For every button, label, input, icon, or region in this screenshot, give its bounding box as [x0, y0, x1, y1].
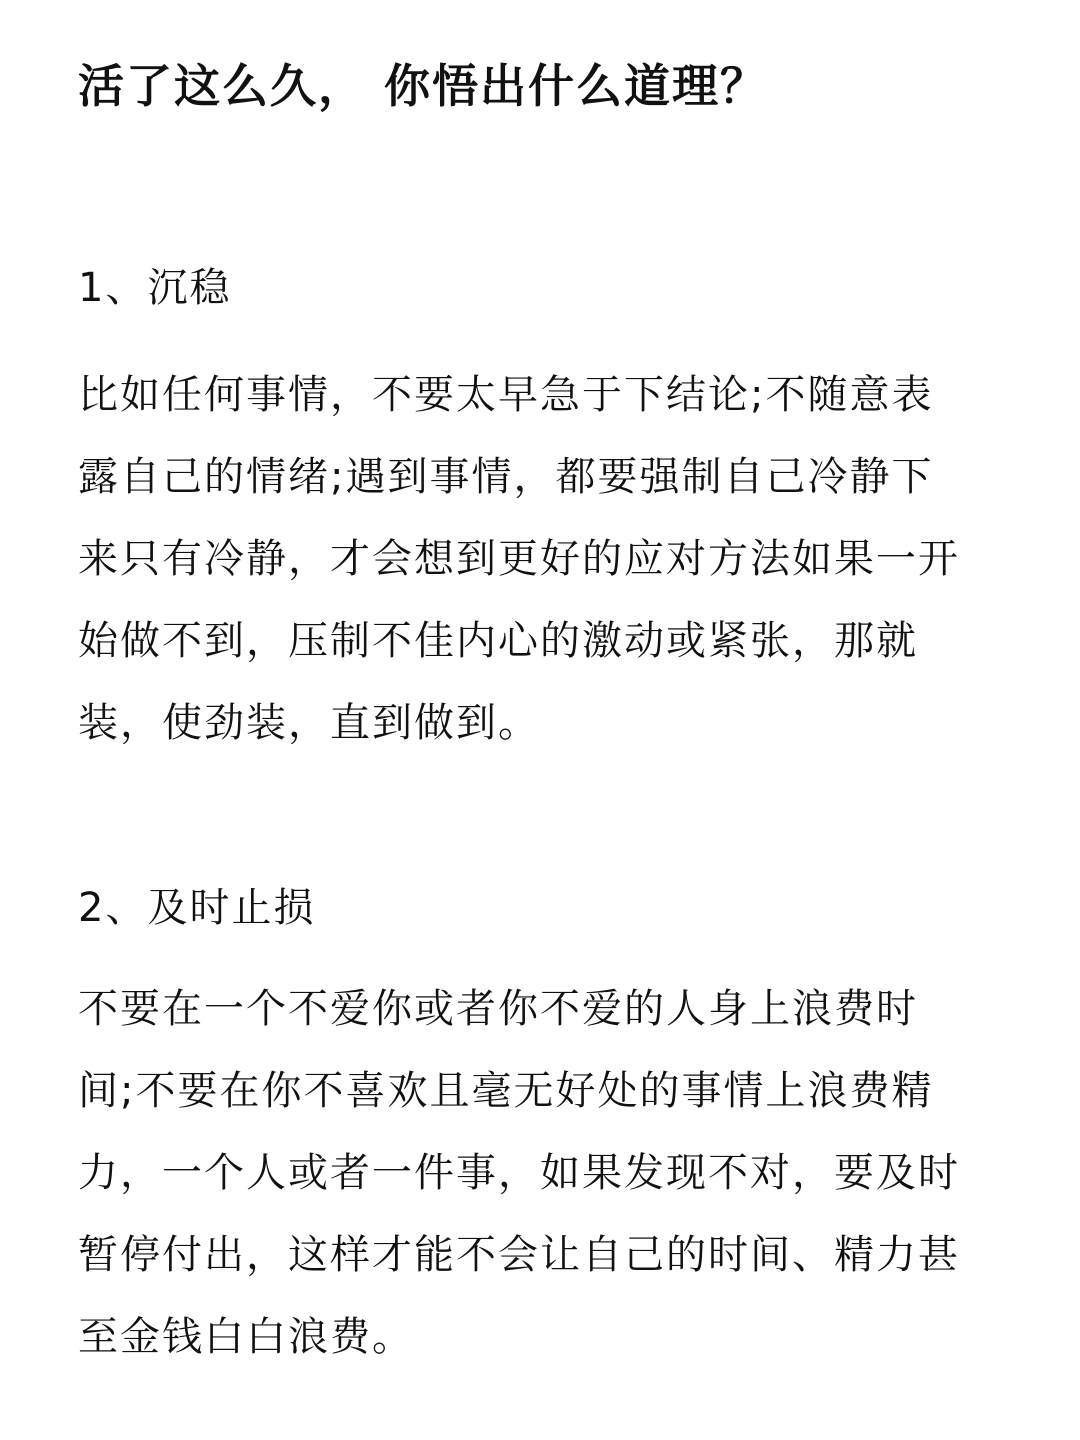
body-line: 暂停付出，这样才能不会让自己的时间、精力甚	[78, 1232, 960, 1278]
body-line: 装，使劲装，直到做到。	[78, 700, 540, 746]
body-line: 至金钱白白浪费。	[78, 1314, 414, 1360]
body-line: 间;不要在你不喜欢且毫无好处的事情上浪费精	[78, 1068, 934, 1114]
body-line: 始做不到，压制不佳内心的激动或紧张，那就	[78, 618, 918, 664]
section-heading-calm: 1、沉稳	[78, 265, 232, 311]
body-line: 露自己的情绪;遇到事情，都要强制自己冷静下	[78, 454, 934, 500]
section-heading-stop-loss: 2、及时止损	[78, 885, 316, 931]
body-line: 力，一个人或者一件事，如果发现不对，要及时	[78, 1150, 960, 1196]
section-body-stop-loss	[78, 968, 1008, 1378]
body-line: 来只有冷静，才会想到更好的应对方法如果一开	[78, 536, 960, 582]
body-line: 比如任何事情，不要太早急于下结论;不随意表	[78, 372, 934, 418]
page-title: 活了这么久， 你悟出什么道理？	[78, 59, 769, 113]
section-body-calm	[78, 354, 1008, 764]
body-line: 不要在一个不爱你或者你不爱的人身上浪费时	[78, 986, 918, 1032]
